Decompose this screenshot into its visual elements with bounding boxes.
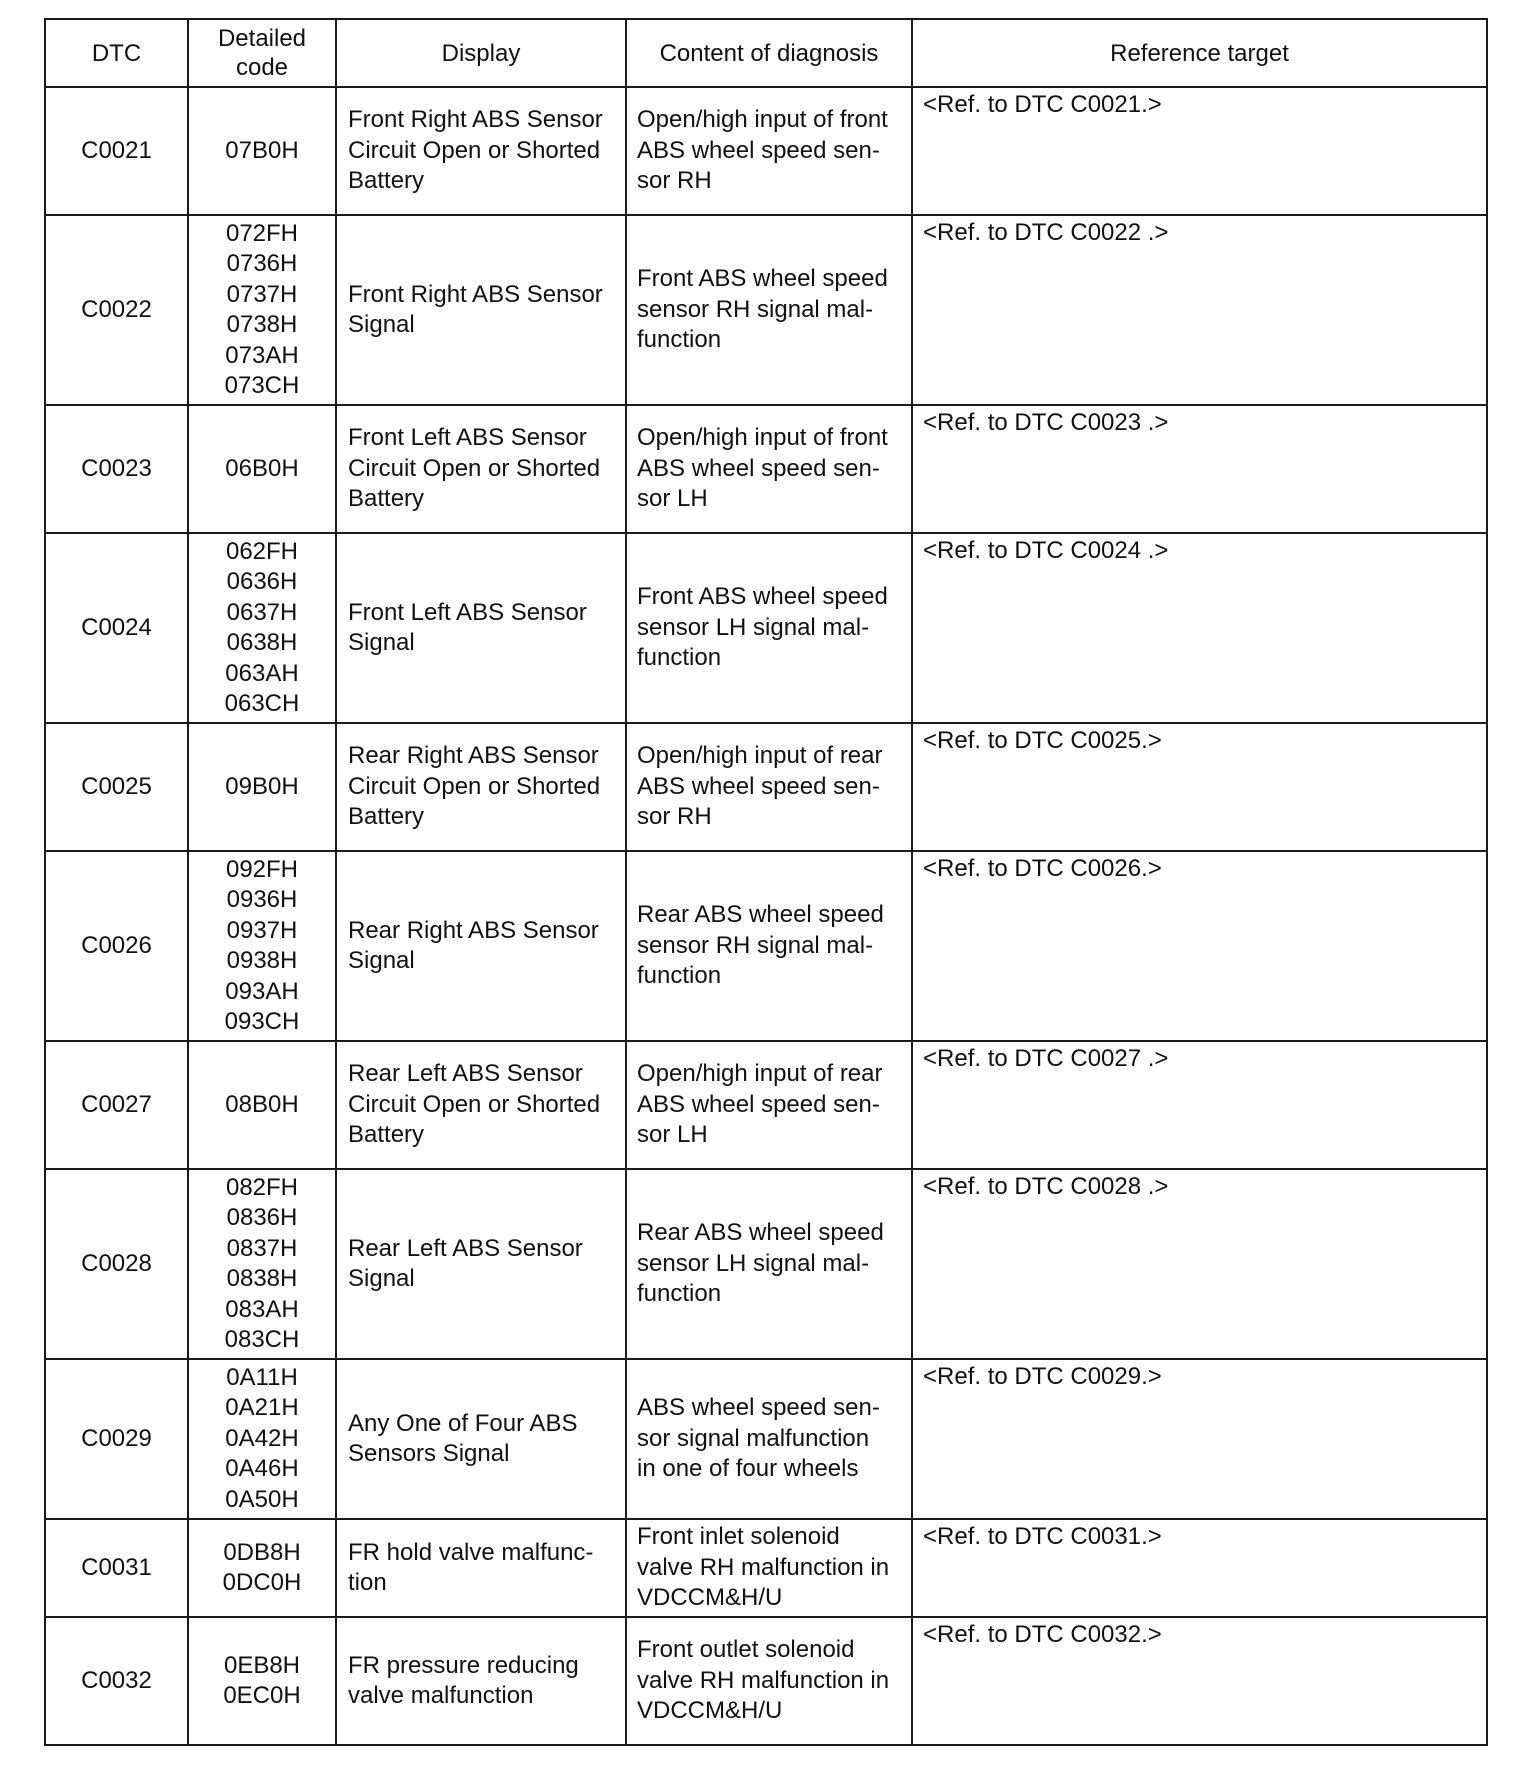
dtc-table [44,18,1488,1746]
header-content-of-diagnosis: Content of diagnosis [626,19,912,87]
content-of-diagnosis-cell [626,1519,912,1617]
reference-link[interactable]: <Ref. to DTC C0029.> [923,1363,1162,1390]
diagnosis-text-line: Front inlet solenoid [637,1523,840,1551]
diagnosis-text-line: sensor LH signal mal- [637,1249,870,1277]
display-text-line: Circuit Open or Shorted [348,136,601,164]
detailed-code: 062FH [225,537,299,565]
display-cell [336,1519,626,1617]
detailed-code-cell [188,1359,336,1519]
display-text-line: valve malfunction [348,1682,534,1709]
detailed-code: 0938H [226,947,298,974]
detailed-code: 063CH [224,690,300,717]
table-row [45,1617,1487,1745]
detailed-code-cell [188,215,336,405]
dtc-cell: C0031 [45,1519,188,1617]
diagnosis-text-line: Open/high input of rear [637,1060,883,1088]
content-of-diagnosis-cell [626,1617,912,1745]
header-detailed-code-line2: code [235,54,289,81]
display-text-line: Circuit Open or Shorted [348,454,601,482]
diagnosis-text-line: VDCCM&H/U [637,1584,783,1612]
content-of-diagnosis-cell [626,1359,912,1519]
display-text-line: Battery [348,485,425,513]
display-text-line: Signal [348,629,415,656]
display-cell [336,87,626,215]
dtc-cell: C0026 [45,851,188,1041]
table-row [45,87,1487,215]
detailed-code: 0A50H [225,1485,299,1513]
diagnosis-text-line: sor signal malfunction [637,1424,870,1452]
table-header-row [45,19,1487,87]
display-text-line: Signal [348,947,415,974]
diagnosis-text-line: ABS wheel speed sen- [637,136,880,164]
display-text-line: Battery [348,167,425,195]
detailed-code: 073AH [225,341,299,369]
content-of-diagnosis-cell [626,1169,912,1359]
diagnosis-text-line: Rear ABS wheel speed [637,1219,884,1247]
reference-target-cell [912,1519,1487,1617]
content-of-diagnosis-cell [626,405,912,533]
diagnosis-text-line: Front outlet solenoid [637,1636,855,1664]
detailed-code-cell [188,533,336,723]
display-cell [336,723,626,851]
diagnosis-text-line: VDCCM&H/U [637,1697,783,1725]
detailed-code: 0A46H [225,1455,299,1483]
table-row [45,1169,1487,1359]
diagnosis-text-line: valve RH malfunction in [637,1553,890,1581]
detailed-code: 0A42H [225,1424,299,1452]
dtc-cell: C0027 [45,1041,188,1169]
diagnosis-text-line: function [637,326,722,354]
detailed-code: 0EC0H [223,1682,301,1709]
diagnosis-text-line: sor LH [637,1121,708,1149]
diagnosis-text-line: ABS wheel speed sen- [637,454,880,482]
display-cell [336,851,626,1041]
display-text-line: Front Right ABS Sensor [348,280,603,308]
dtc-cell: C0028 [45,1169,188,1359]
diagnosis-text-line: valve RH malfunction in [637,1666,890,1694]
display-text-line: Front Right ABS Sensor [348,106,603,134]
diagnosis-text-line: Rear ABS wheel speed [637,901,884,929]
detailed-code-cell [188,1041,336,1169]
diagnosis-text-line: Open/high input of front [637,106,888,134]
display-text-line: Circuit Open or Shorted [348,772,601,800]
detailed-code: 083CH [224,1326,300,1353]
diagnosis-text-line: function [637,962,722,990]
detailed-code: 0DB8H [223,1538,301,1566]
display-text-line: Any One of Four ABS [348,1409,578,1437]
reference-target-cell [912,533,1487,723]
table-row [45,1519,1487,1617]
detailed-code: 06B0H [225,454,299,482]
display-text-line: tion [348,1569,387,1596]
reference-target-cell [912,215,1487,405]
detailed-code: 082FH [225,1173,299,1201]
header-detailed-code-line1: Detailed [217,25,307,52]
content-of-diagnosis-cell [626,723,912,851]
diagnosis-text-line: ABS wheel speed sen- [637,772,880,800]
detailed-code: 0837H [226,1234,298,1262]
reference-target-cell [912,723,1487,851]
detailed-code: 083AH [225,1295,299,1323]
diagnosis-text-line: sor RH [637,803,712,831]
display-cell [336,533,626,723]
display-text-line: Rear Left ABS Sensor [348,1060,583,1088]
reference-target-cell [912,851,1487,1041]
detailed-code-cell [188,87,336,215]
detailed-code-cell [188,723,336,851]
detailed-code-cell [188,405,336,533]
header-display: Display [336,19,626,87]
detailed-code: 0DC0H [222,1569,302,1596]
dtc-cell: C0025 [45,723,188,851]
content-of-diagnosis-cell [626,1041,912,1169]
detailed-code: 0EB8H [223,1651,301,1679]
display-text-line: Circuit Open or Shorted [348,1090,601,1118]
detailed-code-cell [188,851,336,1041]
detailed-code: 0736H [226,250,298,277]
table-row [45,533,1487,723]
detailed-code-cell [188,1617,336,1745]
diagnosis-text-line: function [637,644,722,672]
detailed-code-cell [188,1169,336,1359]
table-row [45,405,1487,533]
display-cell [336,1617,626,1745]
display-text-line: Signal [348,1265,415,1292]
reference-link[interactable]: <Ref. to DTC C0021.> [923,91,1162,118]
dtc-cell: C0029 [45,1359,188,1519]
detailed-code: 0936H [226,886,298,913]
reference-link[interactable]: <Ref. to DTC C0026.> [923,855,1162,882]
table-row [45,1359,1487,1519]
diagnosis-text-line: sor RH [637,167,712,195]
dtc-cell: C0024 [45,533,188,723]
display-text-line: Sensors Signal [348,1440,510,1467]
reference-link[interactable]: <Ref. to DTC C0027 .> [923,1045,1169,1072]
display-text-line: Rear Left ABS Sensor [348,1234,583,1262]
display-text-line: Signal [348,311,415,338]
detailed-code: 0836H [226,1204,298,1231]
detailed-code-cell [188,1519,336,1617]
detailed-code: 063AH [225,659,299,687]
diagnosis-text-line: ABS wheel speed sen- [637,1394,880,1422]
display-text-line: FR hold valve malfunc- [348,1538,594,1566]
display-text-line: FR pressure reducing [348,1651,579,1679]
diagnosis-text-line: sor LH [637,485,708,513]
diagnosis-text-line: Open/high input of rear [637,742,883,770]
detailed-code: 0637H [226,598,298,626]
detailed-code: 0A21H [225,1394,299,1422]
reference-target-cell [912,1169,1487,1359]
content-of-diagnosis-cell [626,851,912,1041]
detailed-code: 093CH [224,1008,300,1035]
display-text-line: Battery [348,1121,425,1149]
diagnosis-text-line: Open/high input of front [637,424,888,452]
table-body [45,87,1487,1745]
detailed-code: 0838H [226,1265,298,1292]
display-text-line: Front Left ABS Sensor [348,424,587,452]
dtc-cell: C0021 [45,87,188,215]
detailed-code: 093AH [225,977,299,1005]
reference-link[interactable]: <Ref. to DTC C0024 .> [923,537,1169,564]
display-cell [336,215,626,405]
dtc-cell: C0032 [45,1617,188,1745]
diagnosis-text-line: function [637,1280,722,1308]
diagnosis-text-line: sensor LH signal mal- [637,613,870,641]
diagnosis-text-line: Front ABS wheel speed [637,583,888,611]
reference-target-cell [912,1041,1487,1169]
reference-link[interactable]: <Ref. to DTC C0022 .> [923,219,1169,246]
header-reference-target: Reference target [912,19,1487,87]
reference-link[interactable]: <Ref. to DTC C0031.> [923,1523,1162,1550]
detailed-code: 0737H [226,280,298,308]
table-row [45,1041,1487,1169]
display-cell [336,1169,626,1359]
detailed-code: 0638H [226,629,298,656]
display-cell [336,1359,626,1519]
table-row [45,851,1487,1041]
content-of-diagnosis-cell [626,87,912,215]
display-text-line: Rear Right ABS Sensor [348,742,599,770]
detailed-code: 0636H [226,568,298,595]
diagnosis-text-line: Front ABS wheel speed [637,265,888,293]
detailed-code: 0937H [226,916,298,944]
reference-target-cell [912,1359,1487,1519]
display-cell [336,405,626,533]
display-text-line: Rear Right ABS Sensor [348,916,599,944]
reference-link[interactable]: <Ref. to DTC C0023 .> [923,409,1169,436]
reference-link[interactable]: <Ref. to DTC C0032.> [923,1621,1162,1648]
dtc-cell: C0023 [45,405,188,533]
detailed-code: 07B0H [225,136,299,164]
header-detailed-code [188,19,336,87]
reference-target-cell [912,1617,1487,1745]
diagnosis-text-line: sensor RH signal mal- [637,931,874,959]
display-text-line: Battery [348,803,425,831]
header-dtc: DTC [45,19,188,87]
detailed-code: 09B0H [225,772,299,800]
detailed-code: 092FH [225,855,299,883]
detailed-code: 08B0H [225,1090,299,1118]
dtc-cell: C0022 [45,215,188,405]
detailed-code: 072FH [225,219,299,247]
reference-target-cell [912,87,1487,215]
table-row [45,723,1487,851]
table-row [45,215,1487,405]
reference-link[interactable]: <Ref. to DTC C0028 .> [923,1173,1169,1200]
diagnosis-text-line: sensor RH signal mal- [637,295,874,323]
display-cell [336,1041,626,1169]
content-of-diagnosis-cell [626,215,912,405]
display-text-line: Front Left ABS Sensor [348,598,587,626]
diagnosis-text-line: in one of four wheels [637,1455,859,1483]
detailed-code: 0A11H [226,1363,298,1391]
detailed-code: 0738H [226,311,298,338]
reference-target-cell [912,405,1487,533]
content-of-diagnosis-cell [626,533,912,723]
reference-link[interactable]: <Ref. to DTC C0025.> [923,727,1162,754]
diagnosis-text-line: ABS wheel speed sen- [637,1090,880,1118]
detailed-code: 073CH [224,372,300,399]
